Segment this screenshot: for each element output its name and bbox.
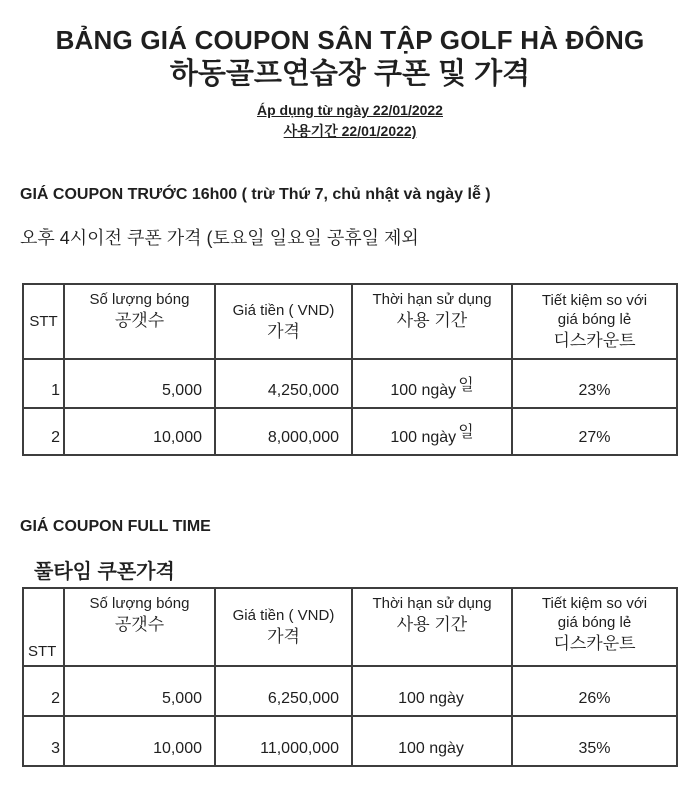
cell-quantity: 5,000 [64,666,215,716]
header-duration [352,588,512,666]
effective-date-line: Áp dụng từ ngày 22/01/2022 [257,102,443,118]
table-row [23,716,677,766]
header-price [215,588,352,666]
cell-stt: 3 [23,716,64,766]
header-stt: STT [23,284,64,359]
header-price-vi: Giá tiền ( VND) [232,301,335,319]
header-quantity [64,588,215,666]
cell-price: 8,000,000 [215,408,352,455]
header-price-kr: 가격 [267,627,300,646]
table-row [23,408,677,455]
cell-duration [352,359,512,408]
cell-quantity: 10,000 [64,716,215,766]
header-duration-vi: Thời hạn sử dụng [372,291,492,308]
section-heading-fulltime: GIÁ COUPON FULL TIME [20,518,211,535]
cell-price: 11,000,000 [215,716,352,766]
section-heading-before-16h: GIÁ COUPON TRƯỚC 16h00 ( trừ Thứ 7, chủ nhật và ngày lễ ) [20,186,491,203]
duration-text: 100 ngày [398,690,464,707]
price-table-before-16h [22,283,678,456]
cell-saving: 23% [512,359,677,408]
header-duration-vi: Thời hạn sử dụng [372,595,492,612]
page-title: BẢNG GIÁ COUPON SÂN TẬP GOLF HÀ ĐÔNG [55,25,645,55]
usage-period-line: 사용기간 22/01/2022) [283,123,417,139]
header-saving-vi-line2: giá bóng lẻ [557,614,632,631]
header-duration-kr: 사용 기간 [396,311,468,330]
cell-quantity: 5,000 [64,359,215,408]
header-quantity-kr: 공갯수 [114,615,165,634]
price-table-fulltime [22,587,678,767]
cell-duration [352,408,512,455]
duration-text: 100 ngày [390,382,457,399]
header-quantity-kr: 공갯수 [114,311,165,330]
cell-stt: 2 [23,408,64,455]
header-quantity-vi: Số lượng bóng [89,595,190,612]
cell-price: 6,250,000 [215,666,352,716]
header-price-kr: 가격 [267,321,300,341]
table-row [23,666,677,716]
section-heading-fulltime-korean: 풀타임 쿠폰가격 [34,561,175,583]
header-price [215,284,352,359]
table-header-row [23,588,677,666]
header-saving-vi-line1: Tiết kiệm so với [541,595,648,612]
header-price-vi: Giá tiền ( VND) [232,607,335,624]
duration-suffix-kr: 일 [458,377,474,394]
header-quantity [64,284,215,359]
cell-saving: 27% [512,408,677,455]
header-saving-kr: 디스카운트 [553,331,636,350]
cell-duration [352,666,512,716]
header-saving [512,284,677,359]
header-quantity-vi: Số lượng bóng [89,291,190,308]
cell-stt: 2 [23,666,64,716]
duration-suffix-kr: 일 [458,424,474,441]
header-duration-kr: 사용 기간 [396,615,468,634]
header-saving [512,588,677,666]
cell-quantity: 10,000 [64,408,215,455]
page-title-korean: 하동골프연습장 쿠폰 및 가격 [169,58,531,90]
header-saving-kr: 디스카운트 [553,634,636,653]
title-block [0,24,700,142]
cell-price: 4,250,000 [215,359,352,408]
section-heading-before-16h-korean: 오후 4시이전 쿠폰 가격 (토요일 일요일 공휴일 제외 [20,228,419,248]
header-stt: STT [23,588,64,666]
table-header-row [23,284,677,359]
cell-stt: 1 [23,359,64,408]
header-saving-vi-line2: giá bóng lẻ [557,311,632,328]
duration-text: 100 ngày [398,740,464,757]
subtitle-block [0,100,700,142]
cell-saving: 35% [512,716,677,766]
duration-text: 100 ngày [390,429,457,446]
header-duration [352,284,512,359]
cell-saving: 26% [512,666,677,716]
header-saving-vi-line1: Tiết kiệm so với [541,292,648,309]
table-row [23,359,677,408]
cell-duration [352,716,512,766]
